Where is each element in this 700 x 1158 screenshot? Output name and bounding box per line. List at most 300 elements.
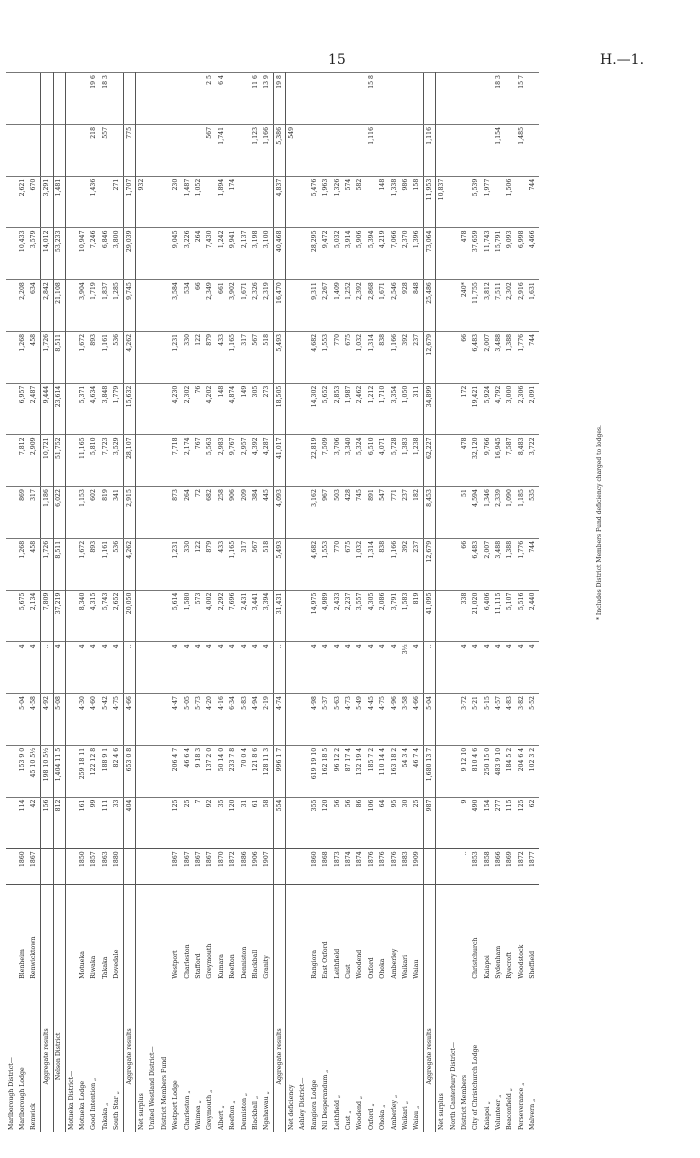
value-cell: [505, 73, 516, 125]
location-cell: Oxford: [367, 957, 375, 979]
value-cell: 1,166: [389, 538, 400, 590]
value-cell: [112, 124, 124, 176]
value-cell: 5,675: [17, 590, 28, 642]
value-cell: [182, 124, 193, 176]
value-cell: 40,468: [273, 228, 285, 280]
value-cell: 490: [471, 797, 482, 849]
location-cell: Kumara: [217, 954, 225, 979]
value-cell: [227, 124, 238, 176]
value-cell: 744: [528, 538, 539, 590]
lodge-name-cell: Marlborough Lodge: [19, 1067, 27, 1130]
value-cell: 1,837: [100, 280, 111, 332]
value-cell: [136, 435, 148, 487]
value-cell: [41, 73, 53, 125]
value-cell: 31: [239, 797, 250, 849]
value-cell: 56: [343, 797, 354, 849]
value-cell: 3·82: [516, 694, 527, 746]
value-cell: [332, 73, 343, 125]
value-cell: 9,767: [227, 435, 238, 487]
value-cell: [136, 745, 148, 797]
year-cell: 1876: [389, 849, 400, 885]
year-cell: [6, 849, 17, 885]
value-cell: 7,066: [389, 228, 400, 280]
value-cell: 1,672: [77, 331, 88, 383]
value-cell: 2,134: [29, 590, 41, 642]
year-cell: 1874: [355, 849, 366, 885]
value-cell: [286, 435, 298, 487]
value-cell: 110 14 4: [378, 745, 389, 797]
value-cell: 4: [53, 642, 65, 694]
location-cell: Charleston: [183, 944, 191, 979]
value-cell: [29, 73, 41, 125]
value-cell: 33: [112, 797, 124, 849]
section-heading-row: [6, 73, 17, 1133]
lodge-name-cell: Reefton „: [229, 1100, 237, 1130]
value-cell: [205, 176, 216, 228]
value-cell: 15,632: [123, 383, 135, 435]
section-heading-row: [159, 73, 170, 1133]
value-cell: [65, 538, 77, 590]
value-cell: [412, 73, 424, 125]
location-cell: Blackball: [251, 949, 259, 979]
value-cell: [298, 280, 309, 332]
value-cell: [286, 745, 298, 797]
lodge-name-cell: Net surplus: [137, 1093, 145, 1130]
year-cell: 1853: [471, 849, 482, 885]
value-cell: 53,233: [53, 228, 65, 280]
value-cell: 32,120: [471, 435, 482, 487]
value-cell: 18 3: [493, 73, 504, 125]
year-cell: 1907: [262, 849, 274, 885]
value-cell: 619 19 10: [309, 745, 320, 797]
value-cell: 16,945: [493, 435, 504, 487]
value-cell: [436, 538, 448, 590]
value-cell: 4·83: [505, 694, 516, 746]
value-cell: 4·30: [77, 694, 88, 746]
value-cell: 906: [227, 487, 238, 539]
value-cell: 277: [493, 797, 504, 849]
value-cell: 111: [100, 797, 111, 849]
value-cell: 3,340: [343, 435, 354, 487]
value-cell: 1,779: [112, 383, 124, 435]
value-cell: 2,916: [516, 280, 527, 332]
lodge-name-cell: Charleston „: [183, 1090, 191, 1130]
value-cell: 1,165: [227, 331, 238, 383]
value-cell: [100, 176, 111, 228]
lodge-name-cell: Perseverance „: [517, 1082, 525, 1130]
value-cell: [286, 694, 298, 746]
value-cell: 9,311: [309, 280, 320, 332]
value-cell: 6,998: [516, 228, 527, 280]
value-cell: 4,230: [170, 383, 181, 435]
value-cell: 99: [89, 797, 100, 849]
value-cell: [65, 73, 77, 125]
value-cell: 3,848: [100, 383, 111, 435]
value-cell: 271: [112, 176, 124, 228]
value-cell: 9,745: [123, 280, 135, 332]
value-cell: 58: [262, 797, 274, 849]
value-cell: 5,386: [273, 124, 285, 176]
value-cell: 120: [321, 797, 332, 849]
value-cell: 5·21: [471, 694, 482, 746]
value-cell: [170, 73, 181, 125]
lodge-row: [321, 73, 332, 1133]
value-cell: 1,396: [412, 228, 424, 280]
value-cell: 185 7 2: [366, 745, 377, 797]
value-cell: [136, 590, 148, 642]
value-cell: 5·05: [182, 694, 193, 746]
value-cell: [286, 280, 298, 332]
footnote: * Includes District Members Fund deficiency charged to lodges.: [596, 425, 603, 620]
value-cell: 4: [321, 642, 332, 694]
value-cell: [17, 124, 28, 176]
value-cell: [148, 383, 159, 435]
value-cell: 13 9: [262, 73, 274, 125]
value-cell: 34,899: [424, 383, 436, 435]
value-cell: 3·58: [400, 694, 411, 746]
value-cell: 106: [366, 797, 377, 849]
value-cell: 478: [459, 228, 470, 280]
value-cell: 4,262: [123, 331, 135, 383]
lodge-name-cell: Volunteer „: [495, 1094, 503, 1130]
value-cell: 250 15 0: [482, 745, 493, 797]
value-cell: [136, 797, 148, 849]
value-cell: 5,324: [355, 435, 366, 487]
value-cell: 2,853: [332, 383, 343, 435]
value-cell: 1,050: [400, 383, 411, 435]
lodge-name-cell: Net surplus: [438, 1093, 446, 1130]
value-cell: 744: [528, 176, 539, 228]
value-cell: 311: [412, 383, 424, 435]
lodge-name-cell: Amberley „: [390, 1094, 398, 1130]
value-cell: [298, 435, 309, 487]
value-cell: [436, 73, 448, 125]
value-cell: 392: [400, 538, 411, 590]
value-cell: [321, 73, 332, 125]
value-cell: [286, 487, 298, 539]
value-cell: [136, 642, 148, 694]
value-cell: [343, 73, 354, 125]
value-cell: 634: [29, 280, 41, 332]
value-cell: [148, 797, 159, 849]
value-cell: [148, 590, 159, 642]
lodge-name-cell: Ohoka „: [379, 1104, 387, 1130]
value-cell: 182: [412, 487, 424, 539]
value-cell: 4: [355, 642, 366, 694]
value-cell: 198 10 5½: [41, 745, 53, 797]
lodge-name-cell: Aggregate results: [273, 981, 285, 1132]
location-cell: [136, 885, 148, 981]
value-cell: 7,430: [205, 228, 216, 280]
value-cell: [448, 435, 459, 487]
value-cell: 9,093: [505, 228, 516, 280]
value-cell: [298, 538, 309, 590]
value-cell: 4·66: [412, 694, 424, 746]
year-cell: 1868: [321, 849, 332, 885]
value-cell: [343, 124, 354, 176]
year-cell: 1869: [505, 849, 516, 885]
value-cell: 4: [250, 642, 261, 694]
lodge-row: [355, 73, 366, 1133]
lodge-name-cell: Takaka „: [101, 1102, 109, 1130]
value-cell: [159, 538, 170, 590]
value-cell: [159, 124, 170, 176]
value-cell: 11,743: [482, 228, 493, 280]
year-cell: [159, 849, 170, 885]
lodge-row: [528, 73, 539, 1133]
value-cell: 3,354: [389, 383, 400, 435]
value-cell: 56: [332, 797, 343, 849]
year-cell: 1866: [493, 849, 504, 885]
value-cell: [448, 124, 459, 176]
value-cell: [286, 590, 298, 642]
value-cell: 4,219: [378, 228, 389, 280]
value-cell: [6, 383, 17, 435]
value-cell: 1,671: [239, 280, 250, 332]
value-cell: [148, 124, 159, 176]
value-cell: 428: [343, 487, 354, 539]
value-cell: 9,766: [482, 435, 493, 487]
value-cell: 11,953: [424, 176, 436, 228]
location-cell: Takaka: [101, 956, 109, 979]
value-cell: 1,388: [505, 538, 516, 590]
lodge-row: [17, 73, 28, 1133]
value-cell: 2,086: [378, 590, 389, 642]
value-cell: 172: [459, 383, 470, 435]
value-cell: 848: [412, 280, 424, 332]
lodge-row: [205, 73, 216, 1133]
year-cell: [136, 849, 148, 885]
value-cell: 19 6: [89, 73, 100, 125]
value-cell: 120: [227, 797, 238, 849]
value-cell: 503: [332, 487, 343, 539]
lodge-name-cell: Leithfield „: [333, 1094, 341, 1130]
value-cell: [286, 797, 298, 849]
value-cell: [436, 435, 448, 487]
value-cell: 1,894: [216, 176, 227, 228]
value-cell: 5·83: [239, 694, 250, 746]
value-cell: 86: [355, 797, 366, 849]
value-cell: 9 12 10: [459, 745, 470, 797]
value-cell: 3,488: [493, 538, 504, 590]
location-cell: Rangiora: [310, 949, 318, 979]
value-cell: [136, 228, 148, 280]
value-cell: 1,154: [493, 124, 504, 176]
value-cell: 682: [205, 487, 216, 539]
value-cell: 1,553: [321, 331, 332, 383]
value-cell: 3,800: [112, 228, 124, 280]
value-cell: 330: [182, 538, 193, 590]
value-cell: [159, 745, 170, 797]
value-cell: 893: [89, 331, 100, 383]
value-cell: 317: [239, 538, 250, 590]
value-cell: 240*: [459, 280, 470, 332]
value-cell: 8,511: [53, 331, 65, 383]
year-cell: [65, 849, 77, 885]
location-cell: Waikari: [401, 954, 409, 979]
value-cell: 4,594: [471, 487, 482, 539]
value-cell: 1,680 13 7: [424, 745, 436, 797]
value-cell: 3,914: [343, 228, 354, 280]
value-cell: 9 18 3: [193, 745, 204, 797]
value-cell: 45 10 5½: [29, 745, 41, 797]
value-cell: [436, 280, 448, 332]
value-cell: 3,291: [41, 176, 53, 228]
value-cell: [159, 642, 170, 694]
lodge-name-cell: Good Intention „: [90, 1077, 98, 1130]
value-cell: 445: [262, 487, 274, 539]
aggregate-row: [41, 73, 53, 1133]
value-cell: 6,510: [366, 435, 377, 487]
value-cell: 21,108: [53, 280, 65, 332]
value-cell: 7,696: [227, 590, 238, 642]
value-cell: 4: [77, 642, 88, 694]
value-cell: 204 6 4: [516, 745, 527, 797]
value-cell: [298, 642, 309, 694]
value-cell: 54 3 4: [400, 745, 411, 797]
value-cell: 483 9 10: [493, 745, 504, 797]
value-cell: [355, 124, 366, 176]
value-cell: [6, 487, 17, 539]
value-cell: 1,161: [100, 538, 111, 590]
location-cell: [53, 885, 65, 981]
value-cell: 1,123: [250, 124, 261, 176]
value-cell: 3,706: [332, 435, 343, 487]
value-cell: 82 4 6: [112, 745, 124, 797]
value-cell: 1,166: [389, 331, 400, 383]
value-cell: 6,483: [471, 538, 482, 590]
value-cell: [400, 124, 411, 176]
value-cell: 4·92: [41, 694, 53, 746]
value-cell: 4,634: [89, 383, 100, 435]
location-cell: Greymouth: [206, 943, 214, 979]
value-cell: 355: [309, 797, 320, 849]
value-cell: 653 0 8: [123, 745, 135, 797]
value-cell: 66: [193, 280, 204, 332]
value-cell: [505, 124, 516, 176]
value-cell: 338: [459, 590, 470, 642]
value-cell: 879: [205, 331, 216, 383]
value-cell: 4,466: [528, 228, 539, 280]
value-cell: [65, 797, 77, 849]
value-cell: 305: [250, 383, 261, 435]
value-cell: 4,874: [227, 383, 238, 435]
value-cell: 582: [355, 176, 366, 228]
aggregate-row: [123, 73, 135, 1133]
value-cell: 2,440: [528, 590, 539, 642]
value-cell: 7,509: [321, 435, 332, 487]
year-cell: [53, 849, 65, 885]
value-cell: [436, 124, 448, 176]
value-cell: 2,349: [205, 280, 216, 332]
value-cell: 132 19 4: [355, 745, 366, 797]
year-cell: [273, 849, 285, 885]
value-cell: 4: [216, 642, 227, 694]
location-cell: [273, 885, 285, 981]
location-cell: Stafford: [194, 953, 202, 979]
lodge-name-cell: Nelson District: [53, 981, 65, 1132]
lodge-name-cell: Ngahawau „: [263, 1091, 271, 1130]
value-cell: 4,071: [378, 435, 389, 487]
value-cell: [471, 124, 482, 176]
value-cell: 2,007: [482, 538, 493, 590]
value-cell: 20,050: [123, 590, 135, 642]
value-cell: 4: [516, 642, 527, 694]
value-cell: [148, 435, 159, 487]
value-cell: 7,511: [493, 280, 504, 332]
value-cell: 2,137: [239, 228, 250, 280]
year-cell: 1886: [239, 849, 250, 885]
value-cell: 1,165: [227, 538, 238, 590]
value-cell: 3,198: [250, 228, 261, 280]
value-cell: [6, 331, 17, 383]
value-cell: [482, 73, 493, 125]
value-cell: [65, 487, 77, 539]
value-cell: 2,370: [400, 228, 411, 280]
value-cell: 5,563: [205, 435, 216, 487]
value-cell: [65, 642, 77, 694]
lodge-name-cell: Waikari „: [401, 1100, 409, 1130]
year-cell: 1873: [332, 849, 343, 885]
value-cell: [448, 280, 459, 332]
lodge-row: [309, 73, 320, 1133]
location-cell: [123, 885, 135, 981]
value-cell: [286, 176, 298, 228]
value-cell: 554: [273, 797, 285, 849]
location-cell: Waiau: [413, 959, 421, 979]
value-cell: 4: [493, 642, 504, 694]
location-cell: Sydenham: [495, 945, 503, 979]
value-cell: [448, 797, 459, 849]
value-cell: [53, 73, 65, 125]
value-cell: 1,268: [17, 331, 28, 383]
value-cell: 1,116: [366, 124, 377, 176]
value-cell: 5·63: [332, 694, 343, 746]
value-cell: 967: [321, 487, 332, 539]
value-cell: 458: [29, 331, 41, 383]
value-cell: [65, 383, 77, 435]
lodge-row: [412, 73, 424, 1133]
value-cell: 125: [516, 797, 527, 849]
value-cell: 770: [332, 538, 343, 590]
value-cell: [250, 176, 261, 228]
value-cell: 770: [332, 331, 343, 383]
lodge-name-cell: Greymouth „: [206, 1089, 214, 1130]
value-cell: 9: [459, 797, 470, 849]
value-cell: 66: [459, 331, 470, 383]
value-cell: 2,487: [29, 383, 41, 435]
value-cell: 1,506: [505, 176, 516, 228]
value-cell: 4·73: [343, 694, 354, 746]
lodge-name-cell: Aggregate results: [41, 981, 53, 1132]
value-cell: [436, 745, 448, 797]
friendly-societies-table: [6, 72, 539, 1132]
value-cell: [227, 73, 238, 125]
value-cell: 1,116: [424, 124, 436, 176]
value-cell: [448, 73, 459, 125]
value-cell: [159, 797, 170, 849]
value-cell: 4: [309, 642, 320, 694]
year-cell: 1860: [17, 849, 28, 885]
value-cell: [298, 745, 309, 797]
value-cell: 16,470: [273, 280, 285, 332]
location-cell: Woodstock: [517, 944, 525, 979]
section-heading-row: [448, 73, 459, 1133]
value-cell: 2 5: [205, 73, 216, 125]
location-cell: Amberley: [390, 948, 398, 979]
value-cell: 4: [505, 642, 516, 694]
value-cell: 51: [459, 487, 470, 539]
